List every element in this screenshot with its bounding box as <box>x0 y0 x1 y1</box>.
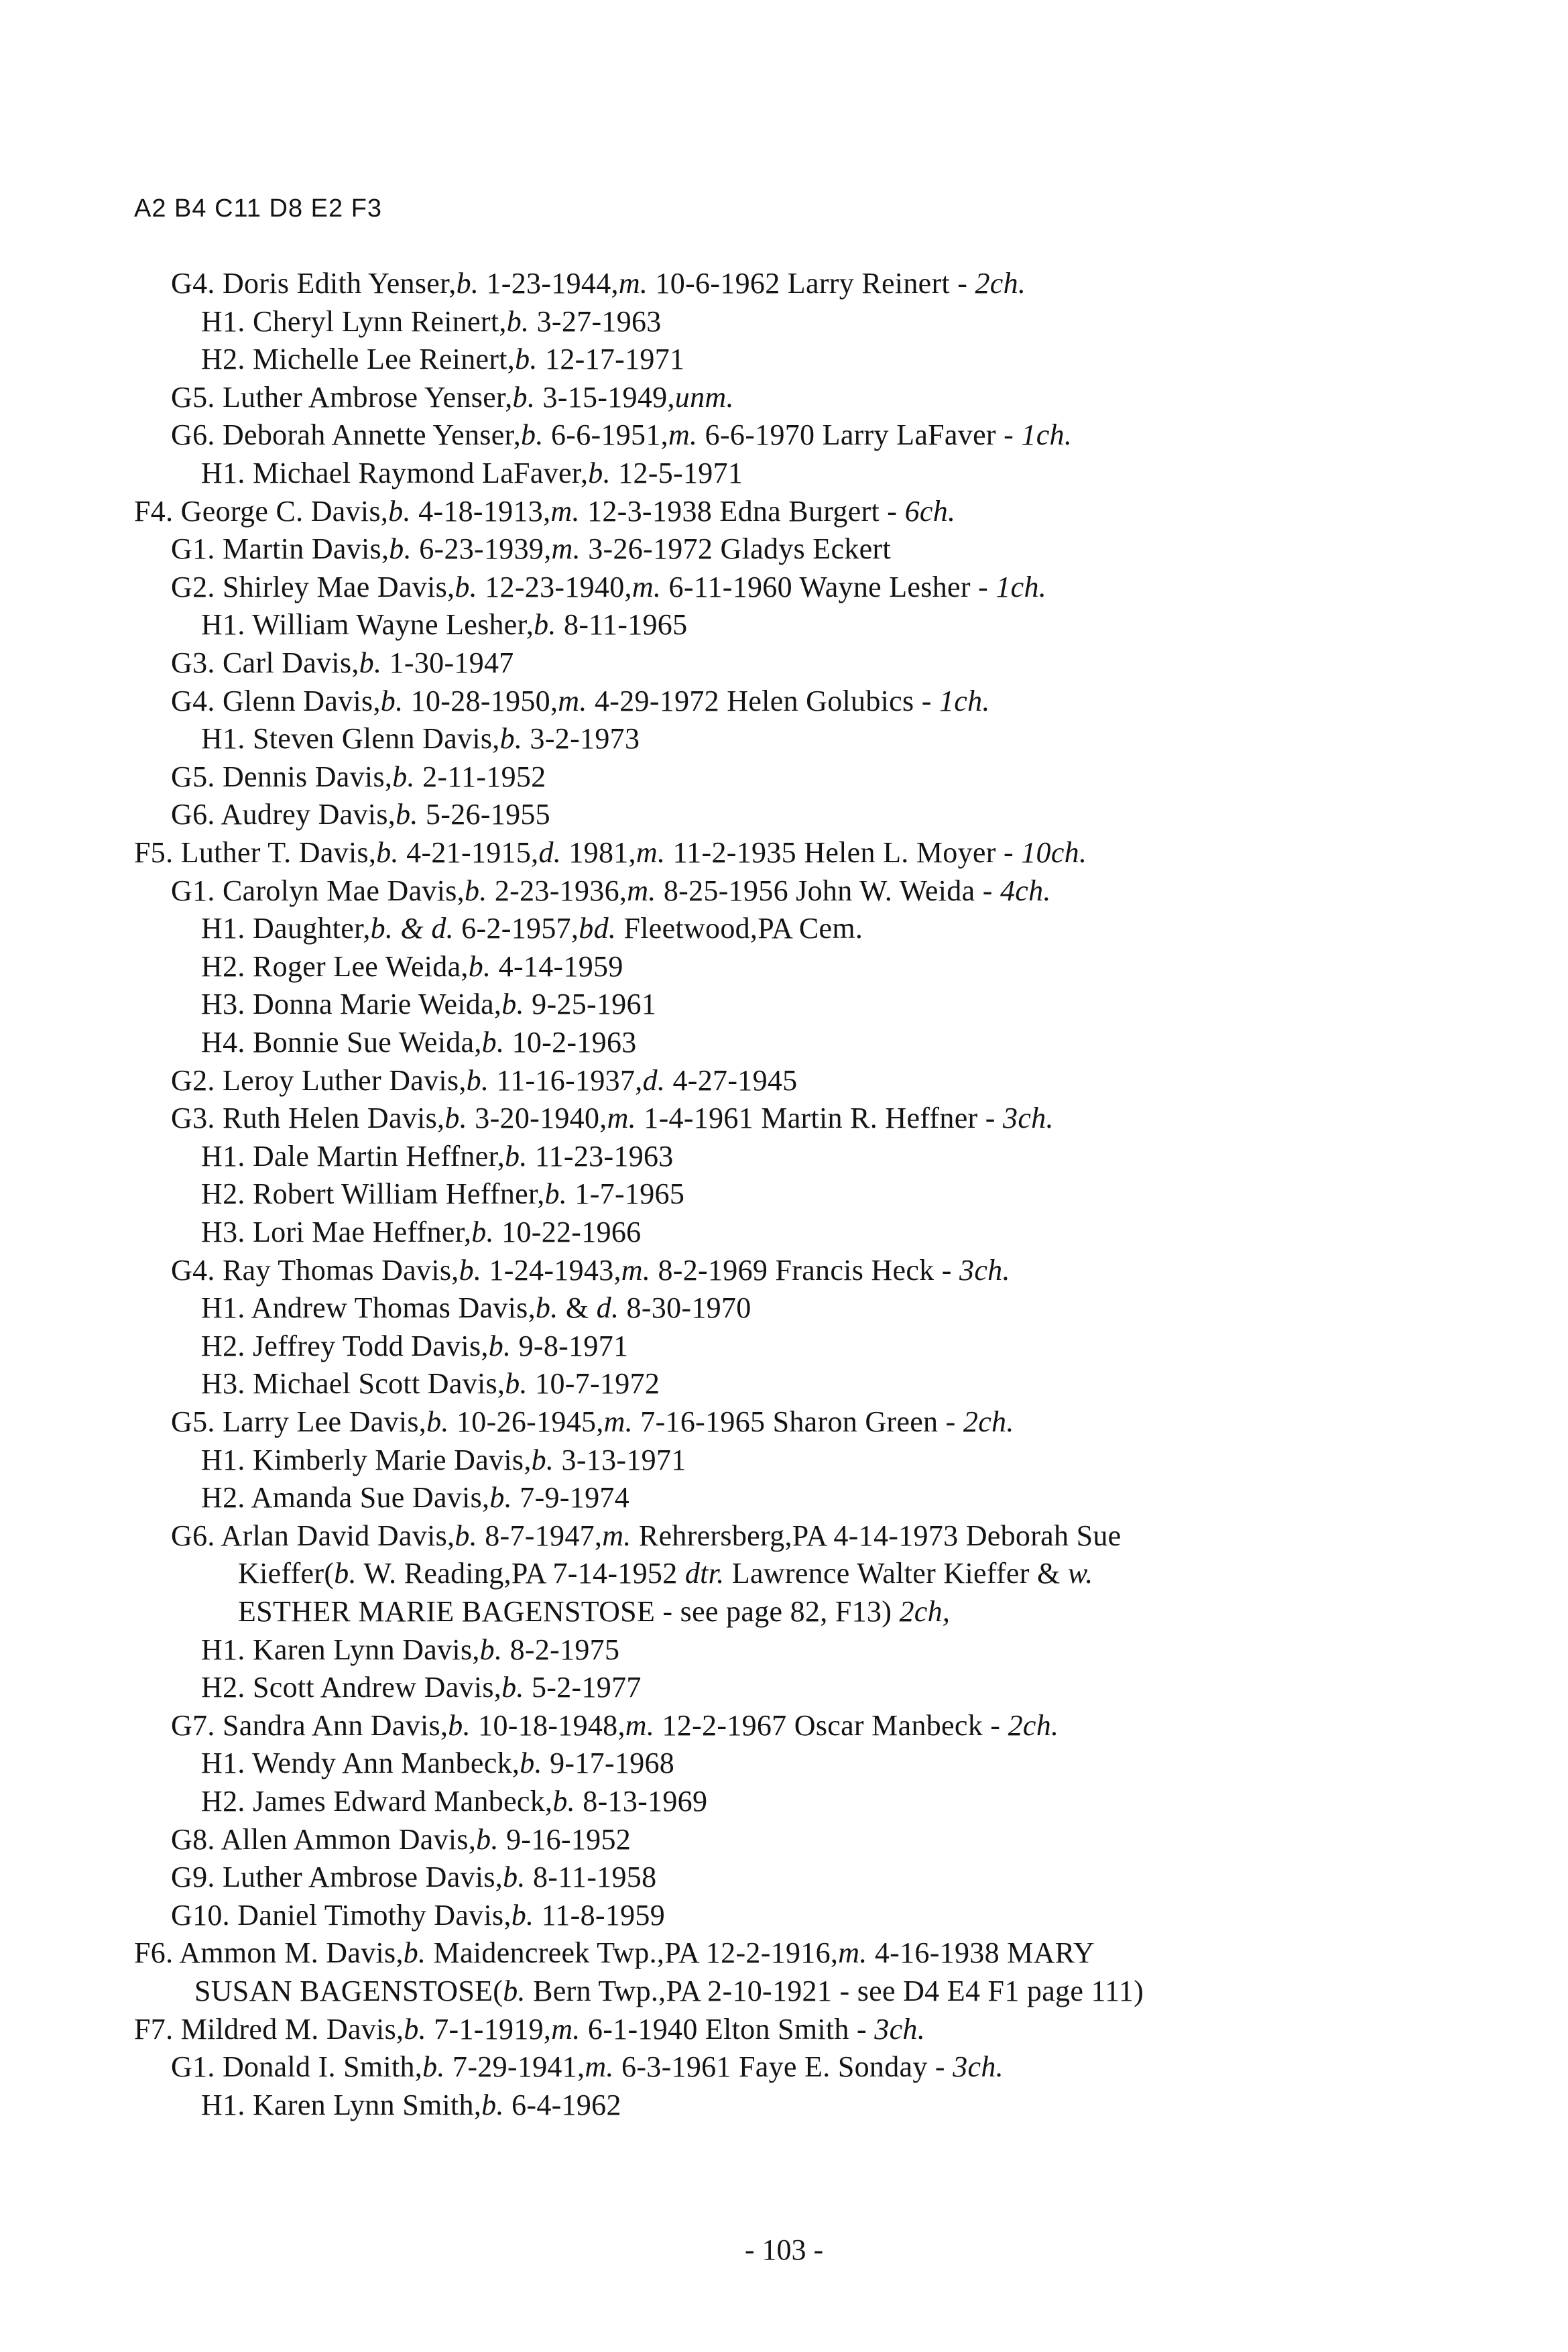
abbreviation: b. <box>389 532 412 565</box>
abbreviation: b. <box>506 305 530 338</box>
abbreviation: b. <box>531 1444 554 1476</box>
abbreviation: bd. <box>579 912 617 945</box>
entry-text: 8-25-1956 John W. Weida - <box>656 874 1000 907</box>
entry-text: 7-16-1965 Sharon Green - <box>632 1405 963 1438</box>
entry-text: H4. Bonnie Sue Weida, <box>201 1026 482 1059</box>
entry-text: 8-13-1969 <box>575 1785 708 1818</box>
genealogy-entry <box>171 1707 1059 1745</box>
abbreviation: b. <box>479 1633 503 1666</box>
entry-text: 1-7-1965 <box>567 1177 685 1210</box>
genealogy-entry <box>201 455 743 492</box>
entry-text: 1-30-1947 <box>381 646 514 679</box>
abbreviation: b. <box>448 1709 471 1742</box>
entry-text: 4-18-1913, <box>410 495 551 528</box>
entry-text: 8-30-1970 <box>619 1291 751 1324</box>
entry-text: 8-7-1947, <box>477 1519 603 1552</box>
entry-text: G3. Carl Davis, <box>171 646 359 679</box>
entry-text: H1. Michael Raymond LaFaver, <box>201 457 589 489</box>
entry-text: 8-2-1975 <box>502 1633 620 1666</box>
genealogy-entry <box>171 265 1026 302</box>
abbreviation: unm. <box>674 381 734 414</box>
entry-text: F5. Luther T. Davis, <box>134 836 377 869</box>
genealogy-entry <box>171 530 891 568</box>
entry-text: H1. Wendy Ann Manbeck, <box>201 1747 520 1779</box>
abbreviation: 3ch. <box>953 2050 1004 2083</box>
genealogy-entry <box>171 1252 1010 1289</box>
genealogy-entry <box>134 1934 1095 1972</box>
abbreviation: b. <box>459 1254 482 1287</box>
genealogy-entry <box>171 569 1046 606</box>
genealogy-entry <box>201 1669 642 1706</box>
genealogy-entry <box>171 644 514 682</box>
entry-text: H1. William Wayne Lesher, <box>201 608 534 641</box>
abbreviation: b. <box>534 608 556 641</box>
entry-text: G6. Audrey Davis, <box>171 798 396 831</box>
genealogy-entry <box>201 1214 641 1251</box>
entry-text: G10. Daniel Timothy Davis, <box>171 1899 511 1932</box>
entry-text: G6. Deborah Annette Yenser, <box>171 418 522 451</box>
entry-text: 6-6-1970 Larry LaFaver - <box>697 418 1022 451</box>
entry-text: G2. Leroy Luther Davis, <box>171 1064 467 1097</box>
entry-text: & <box>558 1291 597 1324</box>
abbreviation: b. <box>404 2013 426 2046</box>
abbreviation: 4ch. <box>1000 874 1051 907</box>
entry-text: SUSAN BAGENSTOSE( <box>194 1975 503 2007</box>
entry-text: F7. Mildred M. Davis, <box>134 2013 404 2046</box>
entry-text: G2. Shirley Mae Davis, <box>171 571 455 603</box>
entry-text: 10-22-1966 <box>493 1216 642 1248</box>
entry-text: 5-2-1977 <box>524 1671 642 1704</box>
genealogy-entry <box>238 1555 1093 1592</box>
entry-text: H1. Cheryl Lynn Reinert, <box>201 305 507 338</box>
entry-text: 6-6-1951, <box>543 418 668 451</box>
entry-text: 11-16-1937, <box>489 1064 643 1097</box>
entry-text: 10-26-1945, <box>448 1405 604 1438</box>
abbreviation: m. <box>607 1102 636 1134</box>
abbreviation: 2ch, <box>899 1595 951 1628</box>
entry-text: H2. Scott Andrew Davis, <box>201 1671 502 1704</box>
entry-text: H1. Kimberly Marie Davis, <box>201 1444 532 1476</box>
genealogy-entry <box>201 1289 751 1327</box>
abbreviation: b. <box>515 343 538 375</box>
entry-text: H3. Michael Scott Davis, <box>201 1367 505 1400</box>
abbreviation: b. <box>476 1823 499 1856</box>
abbreviation: b. <box>334 1557 357 1590</box>
abbreviation: m. <box>550 495 580 528</box>
abbreviation: 10ch. <box>1021 836 1087 869</box>
genealogy-entry <box>201 720 640 758</box>
abbreviation: 2ch. <box>975 267 1026 300</box>
genealogy-entry <box>201 341 684 378</box>
abbreviation: m. <box>551 532 581 565</box>
entry-text: G4. Ray Thomas Davis, <box>171 1254 459 1287</box>
entry-text: 5-26-1955 <box>418 798 550 831</box>
entry-text: H3. Donna Marie Weida, <box>201 988 502 1020</box>
abbreviation: b. <box>505 1367 528 1400</box>
entry-text: H1. Steven Glenn Davis, <box>201 722 500 755</box>
abbreviation: d. <box>538 836 562 869</box>
genealogy-entry <box>201 606 687 644</box>
abbreviation: 3ch. <box>1003 1102 1054 1134</box>
abbreviation: m. <box>625 1709 655 1742</box>
abbreviation: b. <box>464 874 487 907</box>
entry-text: 7-1-1919, <box>426 2013 552 2046</box>
entry-text: W. Reading,PA 7-14-1952 <box>356 1557 685 1590</box>
genealogy-entry <box>171 1100 1054 1137</box>
entry-text: 3-13-1971 <box>554 1444 686 1476</box>
entry-text: G4. Doris Edith Yenser, <box>171 267 457 300</box>
abbreviation: b. <box>481 1026 505 1059</box>
entry-text: 3-27-1963 <box>529 305 662 338</box>
abbreviation: 2ch. <box>1008 1709 1059 1742</box>
abbreviation: b. <box>488 1330 511 1362</box>
abbreviation: b. <box>512 381 536 414</box>
entry-text: G3. Ruth Helen Davis, <box>171 1102 445 1134</box>
entry-text: 11-2-1935 Helen L. Moyer - <box>665 836 1022 869</box>
genealogy-entry <box>134 834 1087 872</box>
entry-text: 9-8-1971 <box>511 1330 629 1362</box>
genealogy-entry <box>171 1897 665 1934</box>
abbreviation: m. <box>636 836 666 869</box>
genealogy-entry <box>201 1365 660 1403</box>
genealogy-entry <box>201 1024 637 1061</box>
abbreviation: b. & d. <box>370 912 454 945</box>
entry-text: 6-11-1960 Wayne Lesher - <box>661 571 996 603</box>
genealogy-entry <box>171 872 1051 910</box>
abbreviation: b. <box>535 1291 558 1324</box>
abbreviation: m. <box>621 1254 651 1287</box>
entry-text: Fleetwood,PA Cem. <box>616 912 863 945</box>
genealogy-entry <box>201 1442 686 1479</box>
abbreviation: m. <box>603 1405 633 1438</box>
entry-text: 1-23-1944, <box>479 267 619 300</box>
entry-text: ESTHER MARIE BAGENSTOSE - see page 82, F13) <box>238 1595 900 1628</box>
abbreviation: b. <box>481 2089 504 2121</box>
entry-text: 6-4-1962 <box>503 2089 621 2121</box>
entry-text: F4. George C. Davis, <box>134 495 389 528</box>
entry-text: 4-16-1938 MARY <box>867 1936 1095 1969</box>
entry-text: 9-25-1961 <box>524 988 657 1020</box>
genealogy-entry <box>171 1859 656 1896</box>
entry-text: 12-5-1971 <box>610 457 743 489</box>
abbreviation: 1ch. <box>996 571 1047 603</box>
entry-text: 11-8-1959 <box>534 1899 666 1932</box>
genealogy-entry <box>201 1745 674 1782</box>
abbreviation: b. <box>455 571 477 603</box>
genealogy-entry <box>171 379 734 416</box>
abbreviation: m. <box>618 267 648 300</box>
entry-text: G1. Carolyn Mae Davis, <box>171 874 465 907</box>
entry-text: 12-23-1940, <box>477 571 632 603</box>
entry-text: G1. Martin Davis, <box>171 532 389 565</box>
entry-text: 8-11-1958 <box>525 1861 657 1893</box>
entry-text: H2. Robert William Heffner, <box>201 1177 545 1210</box>
genealogy-entry <box>201 1328 628 1365</box>
abbreviation: b. <box>456 267 479 300</box>
genealogy-entry <box>201 986 656 1023</box>
entry-text: G8. Allen Ammon Davis, <box>171 1823 477 1856</box>
entry-text: Lawrence Walter Kieffer & <box>724 1557 1068 1590</box>
entry-text: H1. Andrew Thomas Davis, <box>201 1291 536 1324</box>
abbreviation: b. <box>359 646 382 679</box>
genealogy-entry <box>201 1479 629 1517</box>
entry-text: 7-9-1974 <box>511 1481 629 1514</box>
abbreviation: m. <box>551 2013 581 2046</box>
abbreviation: 1ch. <box>939 685 990 717</box>
entry-text: 10-28-1950, <box>403 685 558 717</box>
entry-text: Rehrersberg,PA 4-14-1973 Deborah Sue <box>631 1519 1122 1552</box>
entry-text: 8-2-1969 Francis Heck - <box>650 1254 960 1287</box>
abbreviation: b. <box>455 1519 477 1552</box>
entry-text: G9. Luther Ambrose Davis, <box>171 1861 503 1893</box>
entry-text: 3-26-1972 Gladys Eckert <box>580 532 891 565</box>
abbreviation: b. <box>396 798 418 831</box>
entry-text: 6-3-1961 Faye E. Sonday - <box>613 2050 953 2083</box>
abbreviation: b. <box>544 1177 568 1210</box>
entry-text: 12-17-1971 <box>537 343 685 375</box>
abbreviation: b. <box>503 1975 526 2007</box>
abbreviation: d. <box>642 1064 666 1097</box>
genealogy-entry <box>171 1062 797 1100</box>
entry-text: 3-15-1949, <box>535 381 675 414</box>
genealogy-entry <box>201 2086 621 2124</box>
abbreviation: b. <box>520 1747 542 1779</box>
entry-text: 12-2-1967 Oscar Manbeck - <box>654 1709 1008 1742</box>
entry-text: H2. Amanda Sue Davis, <box>201 1481 490 1514</box>
genealogy-entry <box>171 1517 1122 1555</box>
entry-text: H2. James Edward Manbeck, <box>201 1785 553 1818</box>
entry-text: Kieffer( <box>238 1557 335 1590</box>
genealogy-entry <box>201 1138 674 1175</box>
entry-text: 2-23-1936, <box>487 874 627 907</box>
genealogy-entry <box>201 1175 684 1213</box>
genealogy-entry <box>201 303 662 341</box>
abbreviation: b. <box>471 1216 494 1248</box>
entry-text: 9-17-1968 <box>542 1747 675 1779</box>
abbreviation: 3ch. <box>959 1254 1010 1287</box>
entry-text: H1. Daughter, <box>201 912 371 945</box>
abbreviation: b. <box>503 1861 526 1893</box>
entry-text: 4-27-1945 <box>665 1064 798 1097</box>
abbreviation: m. <box>585 2050 614 2083</box>
entry-text: 7-29-1941, <box>444 2050 585 2083</box>
genealogy-entry <box>194 1973 1144 2010</box>
entry-text: 10-7-1972 <box>527 1367 660 1400</box>
genealogy-entry <box>171 416 1072 454</box>
abbreviation: b. <box>505 1140 528 1173</box>
abbreviation: b. <box>444 1102 467 1134</box>
abbreviation: b. <box>521 418 544 451</box>
entry-text: H2. Jeffrey Todd Davis, <box>201 1330 489 1362</box>
entry-text: 4-14-1959 <box>491 950 623 983</box>
abbreviation: dtr. <box>684 1557 725 1590</box>
entry-text: 9-16-1952 <box>498 1823 631 1856</box>
entry-text: 3-20-1940, <box>467 1102 607 1134</box>
page-number: - 103 - <box>744 2233 824 2266</box>
entry-text: 10-18-1948, <box>470 1709 625 1742</box>
genealogy-entry <box>171 683 990 720</box>
abbreviation: m. <box>631 571 662 603</box>
abbreviation: m. <box>838 1936 867 1969</box>
entry-text: 3-2-1973 <box>522 722 640 755</box>
abbreviation: b. <box>501 1671 524 1704</box>
entry-text: 10-6-1962 Larry Reinert - <box>648 267 975 300</box>
genealogy-entry <box>171 758 546 796</box>
abbreviation: b. <box>388 495 411 528</box>
abbreviation: b. <box>499 722 523 755</box>
abbreviation: m. <box>558 685 587 717</box>
entry-text: 2-11-1952 <box>414 760 546 793</box>
genealogy-entry <box>134 493 955 530</box>
abbreviation: b. <box>511 1899 534 1932</box>
entry-text: 4-29-1972 Helen Golubics - <box>587 685 939 717</box>
abbreviation: b. <box>466 1064 489 1097</box>
abbreviation: m. <box>668 418 698 451</box>
abbreviation: 3ch. <box>874 2013 925 2046</box>
entry-text: 6-23-1939, <box>411 532 552 565</box>
genealogy-entry <box>134 2011 925 2048</box>
abbreviation: w. <box>1067 1557 1093 1590</box>
entry-text: G5. Dennis Davis, <box>171 760 393 793</box>
genealogy-entry <box>171 1403 1014 1441</box>
abbreviation: b. <box>422 2050 445 2083</box>
entry-text: 1-4-1961 Martin R. Heffner - <box>636 1102 1004 1134</box>
entry-text: H2. Michelle Lee Reinert, <box>201 343 516 375</box>
abbreviation: b. <box>489 1481 512 1514</box>
abbreviation: b. <box>468 950 491 983</box>
entry-text: 1-24-1943, <box>481 1254 621 1287</box>
entry-text: G1. Donald I. Smith, <box>171 2050 423 2083</box>
abbreviation: 1ch. <box>1021 418 1073 451</box>
entry-text: 6-2-1957, <box>453 912 579 945</box>
genealogy-entry <box>171 1821 631 1859</box>
entry-text: 10-2-1963 <box>504 1026 637 1059</box>
abbreviation: b. <box>501 988 524 1020</box>
entry-text: G6. Arlan David Davis, <box>171 1519 455 1552</box>
abbreviation: b. <box>392 760 415 793</box>
entry-text: Maidencreek Twp.,PA 12-2-1916, <box>426 1936 839 1969</box>
abbreviation: 6ch. <box>904 495 956 528</box>
genealogy-entry <box>201 910 863 947</box>
abbreviation: b. <box>403 1936 426 1969</box>
genealogy-entry <box>171 796 550 833</box>
entry-text: H3. Lori Mae Heffner, <box>201 1216 472 1248</box>
genealogy-entry <box>238 1593 950 1631</box>
abbreviation: m. <box>602 1519 631 1552</box>
entry-text: 8-11-1965 <box>556 608 688 641</box>
genealogy-entry <box>201 948 623 986</box>
entry-text: 11-23-1963 <box>527 1140 674 1173</box>
entry-text: H1. Dale Martin Heffner, <box>201 1140 505 1173</box>
abbreviation: b. <box>552 1785 575 1818</box>
entry-text: 1981, <box>561 836 636 869</box>
abbreviation: b. <box>380 685 404 717</box>
entry-text: G5. Luther Ambrose Yenser, <box>171 381 513 414</box>
abbreviation: 2ch. <box>963 1405 1014 1438</box>
entry-text: G5. Larry Lee Davis, <box>171 1405 427 1438</box>
entry-text: Bern Twp.,PA 2-10-1921 - see D4 E4 F1 page 111) <box>525 1975 1144 2007</box>
entry-text: H1. Karen Lynn Smith, <box>201 2089 482 2121</box>
abbreviation: b. <box>588 457 611 489</box>
entry-text: F6. Ammon M. Davis, <box>134 1936 404 1969</box>
genealogy-entry <box>201 1783 707 1820</box>
entry-text: 6-1-1940 Elton Smith - <box>580 2013 875 2046</box>
entry-text: 12-3-1938 Edna Burgert - <box>579 495 905 528</box>
lineage-header: A2 B4 C11 D8 E2 F3 <box>134 194 383 223</box>
entry-text: H1. Karen Lynn Davis, <box>201 1633 480 1666</box>
abbreviation: m. <box>627 874 656 907</box>
entry-text: H2. Roger Lee Weida, <box>201 950 469 983</box>
entry-text: 4-21-1915, <box>398 836 539 869</box>
abbreviation: d. <box>596 1291 619 1324</box>
genealogy-entry <box>201 1631 619 1669</box>
entry-text: G7. Sandra Ann Davis, <box>171 1709 448 1742</box>
abbreviation: b. <box>376 836 399 869</box>
genealogy-entry <box>171 2048 1004 2086</box>
abbreviation: b. <box>426 1405 449 1438</box>
entry-text: G4. Glenn Davis, <box>171 685 381 717</box>
